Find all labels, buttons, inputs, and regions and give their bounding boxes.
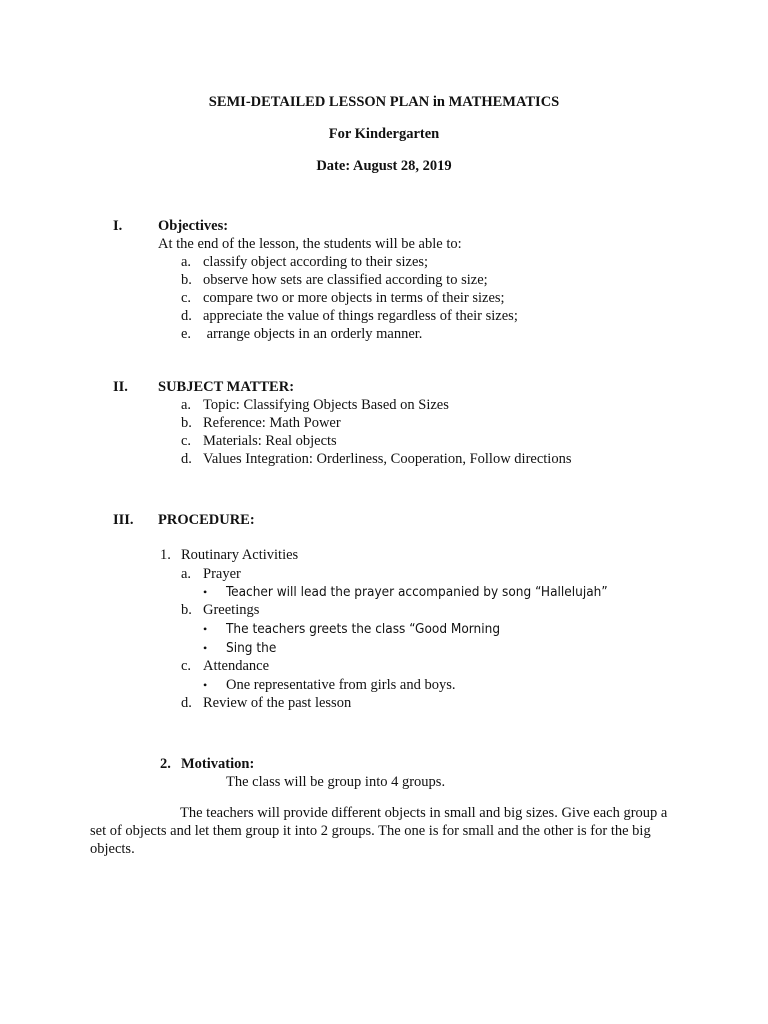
section-numeral-procedure: III. <box>113 512 134 528</box>
objective-item: appreciate the value of things regardless of their sizes; <box>203 308 518 324</box>
document-subtitle: For Kindergarten <box>328 126 440 142</box>
section-heading-procedure: PROCEDURE: <box>158 512 255 528</box>
motivation-paragraph: The teachers will provide different objects in small and big sizes. Give each group a set of objects and let them group it into 2 groups. The one is for small and the other is for the big objects. <box>90 805 668 857</box>
list-letter: d. <box>181 308 192 324</box>
subject-matter-item: Reference: Math Power <box>203 415 341 431</box>
motivation-text: The class will be group into 4 groups. <box>226 774 446 790</box>
section-heading-subject-matter: SUBJECT MATTER: <box>158 379 295 395</box>
review-label: Review of the past lesson <box>203 695 352 711</box>
list-letter: d. <box>181 695 192 711</box>
list-letter: b. <box>181 272 192 288</box>
greetings-bullet-text: The teachers greets the class “Good Morning <box>226 621 501 637</box>
subject-matter-item: Topic: Classifying Objects Based on Sizes <box>203 397 449 413</box>
objectives-intro: At the end of the lesson, the students will be able to: <box>158 236 462 252</box>
list-letter: a. <box>181 566 192 582</box>
objective-item: observe how sets are classified according to size; <box>203 272 488 288</box>
list-letter: d. <box>181 451 192 467</box>
list-number: 1. <box>160 547 171 563</box>
list-letter: a. <box>181 254 192 270</box>
motivation-heading: Motivation: <box>181 756 255 772</box>
bullet-icon: • <box>203 622 208 636</box>
list-letter: c. <box>181 433 192 449</box>
list-number: 2. <box>160 756 171 772</box>
objective-item: arrange objects in an orderly manner. <box>203 326 423 342</box>
prayer-bullet-text: Teacher will lead the prayer accompanied by song “Hallelujah” <box>226 584 608 600</box>
list-letter: e. <box>181 326 192 342</box>
attendance-bullet-text: One representative from girls and boys. <box>226 677 456 693</box>
list-letter: c. <box>181 658 192 674</box>
objective-item: classify object according to their sizes; <box>203 254 429 270</box>
list-letter: b. <box>181 415 192 431</box>
list-letter: b. <box>181 602 192 618</box>
greetings-bullet-text: Sing the <box>226 640 277 656</box>
prayer-label: Prayer <box>203 566 241 582</box>
greetings-label: Greetings <box>203 602 260 618</box>
section-heading-objectives: Objectives: <box>158 218 229 234</box>
document-title: SEMI-DETAILED LESSON PLAN in MATHEMATICS <box>208 94 560 110</box>
bullet-icon: • <box>203 585 208 599</box>
bullet-icon: • <box>203 641 208 655</box>
list-letter: a. <box>181 397 192 413</box>
section-numeral-objectives: I. <box>113 218 123 234</box>
bullet-icon: • <box>203 678 208 692</box>
subject-matter-item: Values Integration: Orderliness, Cooperation, Follow directions <box>203 451 572 467</box>
attendance-label: Attendance <box>203 658 270 674</box>
objective-item: compare two or more objects in terms of their sizes; <box>203 290 505 306</box>
routinary-activities-label: Routinary Activities <box>181 547 299 563</box>
document-date: Date: August 28, 2019 <box>316 158 452 174</box>
subject-matter-item: Materials: Real objects <box>203 433 337 449</box>
section-numeral-subject-matter: II. <box>113 379 128 395</box>
list-letter: c. <box>181 290 192 306</box>
